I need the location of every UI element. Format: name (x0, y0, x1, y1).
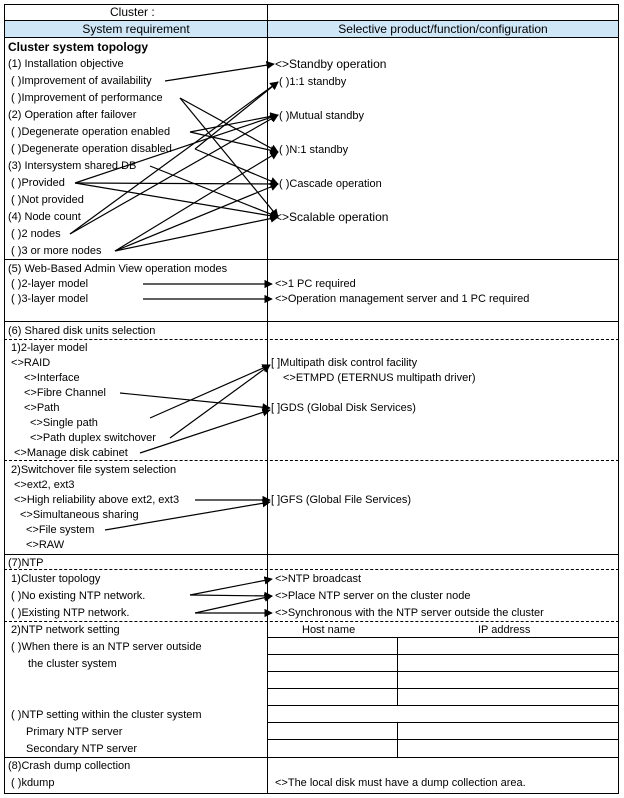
ntp-ip-address-header: IP address (478, 624, 531, 636)
connector-arrow (190, 595, 272, 596)
topology-item: ( )2 nodes (8, 228, 61, 240)
shared-disk-title: (6) Shared disk units selection (8, 325, 156, 337)
disk-item: <>Path duplex switchover (30, 432, 156, 444)
ntp-setting-item: ( )NTP setting within the cluster system (8, 709, 202, 721)
topology-item: (2) Operation after failover (8, 109, 137, 121)
option-cascade: ( )Cascade operation (279, 178, 382, 190)
topology-item: ( )3 or more nodes (8, 245, 102, 257)
disk-item: <>Single path (30, 417, 98, 429)
ntp-option: <>NTP broadcast (275, 573, 362, 585)
ntp-option: <>Synchronous with the NTP server outside the cluster (275, 607, 544, 619)
connector-arrow (195, 596, 272, 613)
connector-arrow (165, 64, 274, 81)
topology-item: ( )Degenerate operation disabled (8, 143, 172, 155)
topology-item: (1) Installation objective (8, 58, 124, 70)
connector-arrow (75, 183, 278, 184)
ntp-item: ( )No existing NTP network. (8, 590, 146, 602)
disk-item: <>Path (24, 402, 60, 414)
disk-item: <>Interface (24, 372, 80, 384)
crash-option: <>The local disk must have a dump collection area. (275, 777, 526, 789)
connector-arrow (195, 149, 278, 184)
fs-item: <>Simultaneous sharing (20, 509, 139, 521)
disk-item: <>Fibre Channel (24, 387, 106, 399)
fs-item: <>ext2, ext3 (14, 479, 75, 491)
header-right: Selective product/function/configuration (268, 21, 618, 37)
connector-arrow (115, 152, 278, 251)
fs-title: 2)Switchover file system selection (8, 464, 177, 476)
webadmin-option: <>1 PC required (275, 278, 356, 290)
connector-arrow (115, 217, 278, 251)
topology-item: (4) Node count (8, 211, 81, 223)
disk-option-etmpd: <>ETMPD (ETERNUS multipath driver) (283, 372, 476, 384)
topology-title: Cluster system topology (8, 40, 149, 54)
option-scalable: <>Scalable operation (275, 210, 389, 224)
fs-item: <>RAW (26, 539, 65, 551)
connector-arrow (120, 393, 270, 408)
crash-item-kdump: ( )kdump (8, 777, 55, 789)
ntp-topology-title: 1)Cluster topology (8, 573, 101, 585)
disk-option-gds: [ ]GDS (Global Disk Services) (271, 402, 416, 414)
option-1-1-standby: ( )1:1 standby (279, 76, 347, 88)
topology-item: ( )Provided (8, 177, 65, 189)
option-n-1-standby: ( )N:1 standby (279, 144, 349, 156)
ntp-setting-item: the cluster system (28, 658, 117, 670)
cluster-title: Cluster : (110, 5, 155, 19)
crash-title: (8)Crash dump collection (8, 760, 131, 772)
webadmin-option: <>Operation management server and 1 PC required (275, 293, 530, 305)
disk-item: <>RAID (8, 357, 51, 369)
connector-arrow (75, 183, 278, 217)
option-standby: <>Standby operation (275, 57, 387, 71)
topology-item: ( )Improvement of performance (8, 92, 163, 104)
topology-item: (3) Intersystem shared DB (8, 160, 137, 172)
connector-arrow (150, 365, 270, 418)
option-mutual-standby: ( )Mutual standby (279, 110, 364, 122)
ntp-title: (7)NTP (8, 557, 44, 569)
ntp-host-name-header: Host name (302, 624, 356, 636)
connector-arrow (180, 98, 278, 217)
webadmin-title: (5) Web-Based Admin View operation modes (8, 263, 228, 275)
webadmin-item: ( )2-layer model (8, 278, 89, 290)
disk-model-title: 1)2-layer model (8, 342, 88, 354)
ntp-item: ( )Existing NTP network. (8, 607, 130, 619)
topology-item: ( )Improvement of availability (8, 75, 152, 87)
fs-item: <>File system (26, 524, 95, 536)
topology-item: ( )Degenerate operation enabled (8, 126, 171, 138)
connector-arrow (190, 579, 272, 595)
ntp-option: <>Place NTP server on the cluster node (275, 590, 471, 602)
topology-item: ( )Not provided (8, 194, 84, 206)
connector-arrow (140, 410, 270, 453)
ntp-setting-item: Secondary NTP server (26, 743, 138, 755)
ntp-setting-title: 2)NTP network setting (8, 624, 120, 636)
connector-arrow (105, 502, 270, 530)
ntp-setting-item: ( )When there is an NTP server outside (8, 641, 202, 653)
fs-item: <>High reliability above ext2, ext3 (14, 494, 180, 506)
header-left: System requirement (5, 21, 267, 37)
webadmin-item: ( )3-layer model (8, 293, 89, 305)
fs-option-gfs: [ ]GFS (Global File Services) (271, 494, 411, 506)
ntp-setting-item: Primary NTP server (26, 726, 123, 738)
disk-option-multipath: [ ]Multipath disk control facility (271, 357, 418, 369)
disk-item: <>Manage disk cabinet (14, 447, 128, 459)
